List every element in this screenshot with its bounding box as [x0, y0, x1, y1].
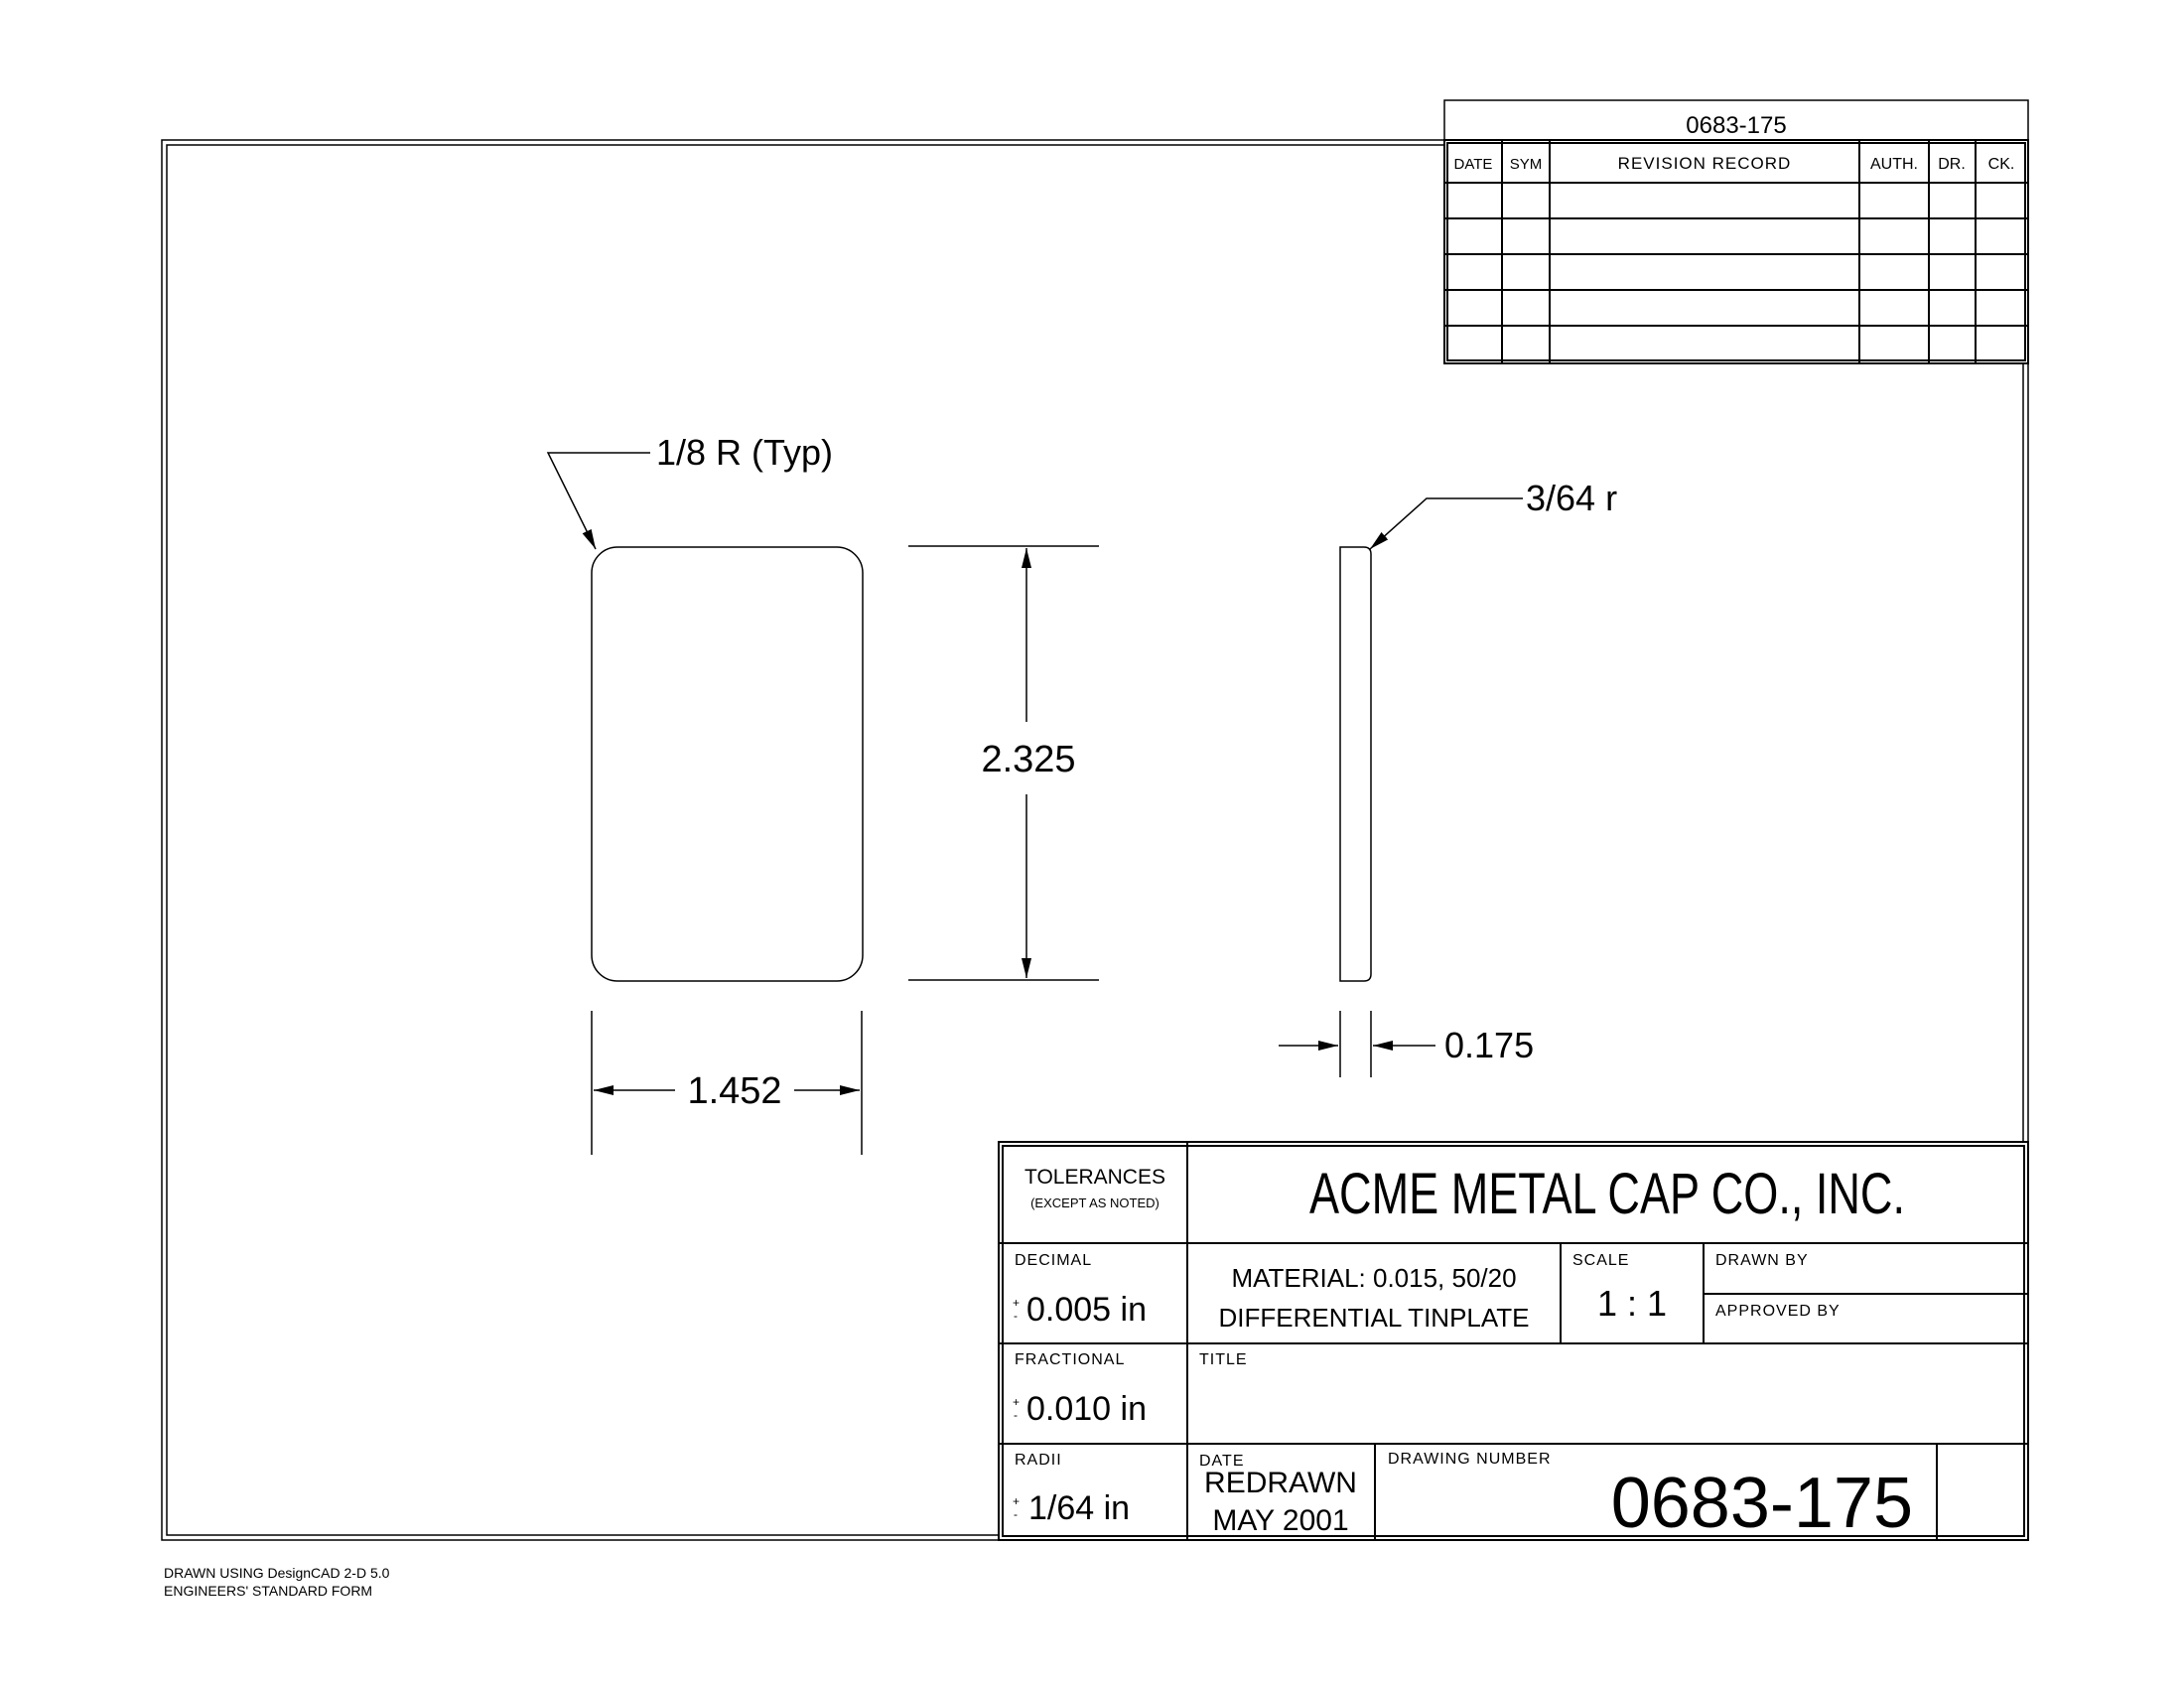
date-line-2: MAY 2001: [1212, 1504, 1349, 1537]
revision-drawing-number: 0683-175: [1686, 112, 1787, 139]
material-line-2: DIFFERENTIAL TINPLATE: [1218, 1303, 1530, 1333]
height-dim-value: 2.325: [981, 739, 1076, 780]
decimal-label: DECIMAL: [1015, 1252, 1093, 1269]
rev-header-auth: AUTH.: [1870, 156, 1918, 173]
date-line-1: REDRAWN: [1204, 1467, 1357, 1499]
fractional-plus: +: [1013, 1395, 1021, 1409]
part-side-view: [1340, 547, 1371, 981]
approved-by-label: APPROVED BY: [1715, 1303, 1841, 1320]
title-label: TITLE: [1199, 1351, 1248, 1368]
drawing-number: 0683-175: [1610, 1464, 1913, 1543]
radii-minus: -: [1014, 1507, 1018, 1521]
thickness-dim-value: 0.175: [1444, 1025, 1535, 1065]
drawn-by-label: DRAWN BY: [1715, 1252, 1809, 1269]
edge-radius-leader: [1370, 478, 1617, 549]
radii-value: 1/64 in: [1028, 1489, 1131, 1527]
fractional-label: FRACTIONAL: [1015, 1351, 1126, 1368]
decimal-minus: -: [1014, 1309, 1018, 1323]
material-line-1: MATERIAL: 0.015, 50/20: [1231, 1263, 1517, 1293]
edge-radius-note: 3/64 r: [1526, 478, 1618, 518]
fractional-minus: -: [1014, 1408, 1018, 1422]
corner-radius-leader: [548, 432, 833, 549]
footer-line-1: DRAWN USING DesignCAD 2-D 5.0: [164, 1565, 390, 1581]
scale-value: 1 : 1: [1596, 1283, 1668, 1324]
decimal-value: 0.005 in: [1026, 1291, 1147, 1329]
scale-label: SCALE: [1572, 1252, 1630, 1269]
tolerances-label: TOLERANCES: [1024, 1166, 1165, 1189]
drawing-number-label: DRAWING NUMBER: [1388, 1451, 1552, 1468]
width-dim-value: 1.452: [687, 1070, 782, 1112]
rev-header-date: DATE: [1453, 156, 1493, 173]
thickness-dimension: [1279, 1011, 1435, 1077]
title-block: [999, 1142, 2028, 1543]
footer-line-2: ENGINEERS' STANDARD FORM: [164, 1583, 373, 1599]
company-name: ACME METAL CAP CO., INC.: [1309, 1162, 1905, 1226]
rev-header-sym: SYM: [1509, 156, 1543, 173]
rev-header-ck: CK.: [1987, 156, 2015, 173]
date-label: DATE: [1199, 1453, 1245, 1470]
decimal-plus: +: [1013, 1296, 1021, 1310]
corner-radius-note: 1/8 R (Typ): [656, 432, 834, 473]
tolerances-note: (EXCEPT AS NOTED): [1030, 1196, 1160, 1210]
revision-block: [1444, 100, 2028, 363]
rev-header-dr: DR.: [1938, 156, 1966, 173]
radii-label: RADII: [1015, 1452, 1062, 1469]
part-front-view: [592, 547, 863, 981]
fractional-value: 0.010 in: [1026, 1390, 1147, 1428]
rev-header-record: REVISION RECORD: [1617, 154, 1792, 173]
radii-plus: +: [1013, 1494, 1021, 1508]
